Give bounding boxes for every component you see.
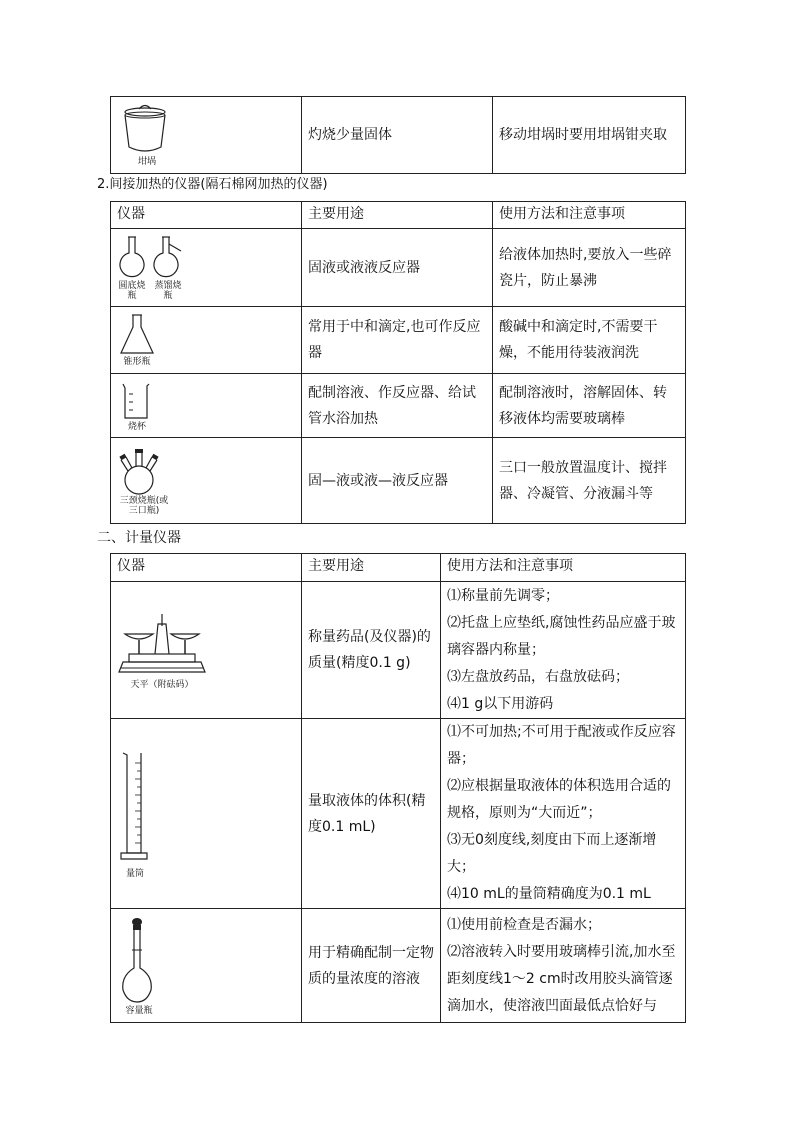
cylinder-note-3: ⑶无0刻度线,刻度由下而上逐渐增大； bbox=[447, 832, 657, 875]
balance-icon bbox=[117, 610, 207, 680]
measure-table bbox=[110, 553, 686, 1023]
round-bottom-flask-icon bbox=[117, 235, 147, 281]
three-neck-flask-cell bbox=[111, 438, 302, 524]
table-row bbox=[111, 97, 686, 174]
graduated-cylinder-icon bbox=[117, 749, 149, 869]
round-flask-caption: 圆底烧瓶 bbox=[118, 280, 146, 301]
three-neck-flask-note: 三口一般放置温度计、搅拌器、冷凝管、分液漏斗等 bbox=[493, 438, 686, 524]
flasks-use: 固液或液液反应器 bbox=[302, 229, 493, 307]
graduated-cylinder-cell bbox=[111, 719, 302, 909]
col-header-use: 主要用途 bbox=[302, 202, 493, 229]
volumetric-flask-cell bbox=[111, 909, 302, 1023]
conical-flask-cell bbox=[111, 307, 302, 374]
table-row bbox=[111, 307, 686, 374]
table-header-row bbox=[111, 554, 686, 582]
cylinder-note-2: ⑵应根据量取液体的体积选用合适的规格，原则为“大而近”； bbox=[447, 778, 671, 821]
balance-note-2: ⑵托盘上应垫纸,腐蚀性药品应盛于玻璃容器内称量； bbox=[447, 614, 676, 658]
beaker-use: 配制溶液、作反应器、给试管水浴加热 bbox=[302, 374, 493, 438]
balance-cell bbox=[111, 582, 302, 719]
col-header-instrument: 仪器 bbox=[111, 554, 302, 582]
table-header-row bbox=[111, 202, 686, 229]
cylinder-note-4: ⑷10 mL的量筒精确度为0.1 mL bbox=[447, 886, 651, 902]
crucible-caption: 坩埚 bbox=[137, 157, 156, 167]
section-indirect-title: 2.间接加热的仪器(隔石棉网加热的仪器) bbox=[97, 177, 328, 192]
crucible-note: 移动坩埚时要用坩埚钳夹取 bbox=[493, 97, 686, 174]
flasks-cell bbox=[111, 229, 302, 307]
volumetric-flask-notes bbox=[441, 909, 686, 1023]
three-neck-flask-use: 固—液或液—液反应器 bbox=[302, 438, 493, 524]
table-row bbox=[111, 582, 686, 719]
flask-note-2: ⑵溶液转入时要用玻璃棒引流,加水至距刻度线1～2 cm时改用胶头滴管逐滴加水，使溶液凹面最低点恰好与 bbox=[447, 943, 676, 1014]
balance-caption: 天平（附砝码） bbox=[130, 680, 194, 690]
balance-note-1: ⑴称量前先调零； bbox=[447, 587, 559, 604]
flask-note-1: ⑴使用前检查是否漏水； bbox=[447, 916, 601, 933]
balance-notes bbox=[441, 582, 686, 719]
crucible-icon bbox=[117, 103, 173, 157]
graduated-cylinder-use: 量取液体的体积(精度0.1 mL) bbox=[302, 719, 441, 909]
distilling-flask-icon bbox=[151, 235, 185, 281]
conical-flask-note: 酸碱中和滴定时,不需要干燥，不能用待装液润洗 bbox=[493, 307, 686, 374]
beaker-note: 配制溶液时，溶解固体、转移液体均需要玻璃棒 bbox=[493, 374, 686, 438]
table-row bbox=[111, 719, 686, 909]
indirect-table bbox=[110, 201, 686, 524]
beaker-cell bbox=[111, 374, 302, 438]
table-row bbox=[111, 374, 686, 438]
conical-flask-icon bbox=[117, 313, 157, 357]
crucible-table bbox=[110, 96, 686, 174]
table-row bbox=[111, 229, 686, 307]
graduated-cylinder-caption: 量筒 bbox=[125, 868, 144, 879]
balance-note-3: ⑶左盘放药品，右盘放砝码； bbox=[447, 668, 629, 685]
flasks-note: 给液体加热时,要放入一些碎瓷片，防止暴沸 bbox=[493, 229, 686, 307]
balance-use: 称量药品(及仪器)的质量(精度0.1 g) bbox=[302, 582, 441, 719]
three-neck-flask-caption: 三颈烧瓶(或三口瓶) bbox=[119, 495, 169, 516]
three-neck-flask-icon bbox=[117, 446, 161, 496]
conical-flask-caption: 锥形瓶 bbox=[123, 357, 151, 367]
col-header-use: 主要用途 bbox=[302, 554, 441, 582]
distilling-flask-caption: 蒸馏烧瓶 bbox=[154, 280, 182, 301]
graduated-cylinder-notes bbox=[441, 719, 686, 909]
beaker-icon bbox=[117, 380, 153, 422]
col-header-instrument: 仪器 bbox=[111, 202, 302, 229]
volumetric-flask-use: 用于精确配制一定物质的量浓度的溶液 bbox=[302, 909, 441, 1023]
beaker-caption: 烧杯 bbox=[127, 421, 146, 432]
crucible-cell bbox=[111, 97, 302, 174]
section-measure-title: 二、计量仪器 bbox=[97, 530, 181, 546]
col-header-notes: 使用方法和注意事项 bbox=[441, 554, 686, 582]
table-row bbox=[111, 909, 686, 1023]
cylinder-note-1: ⑴不可加热;不可用于配液或作反应容器； bbox=[447, 724, 676, 767]
crucible-use: 灼烧少量固体 bbox=[302, 97, 493, 174]
conical-flask-use: 常用于中和滴定,也可作反应器 bbox=[302, 307, 493, 374]
volumetric-flask-caption: 容量瓶 bbox=[125, 1005, 153, 1016]
table-row bbox=[111, 438, 686, 524]
col-header-notes: 使用方法和注意事项 bbox=[493, 202, 686, 229]
balance-note-4: ⑷1 g以下用游码 bbox=[447, 695, 554, 712]
volumetric-flask-icon bbox=[117, 916, 157, 1006]
